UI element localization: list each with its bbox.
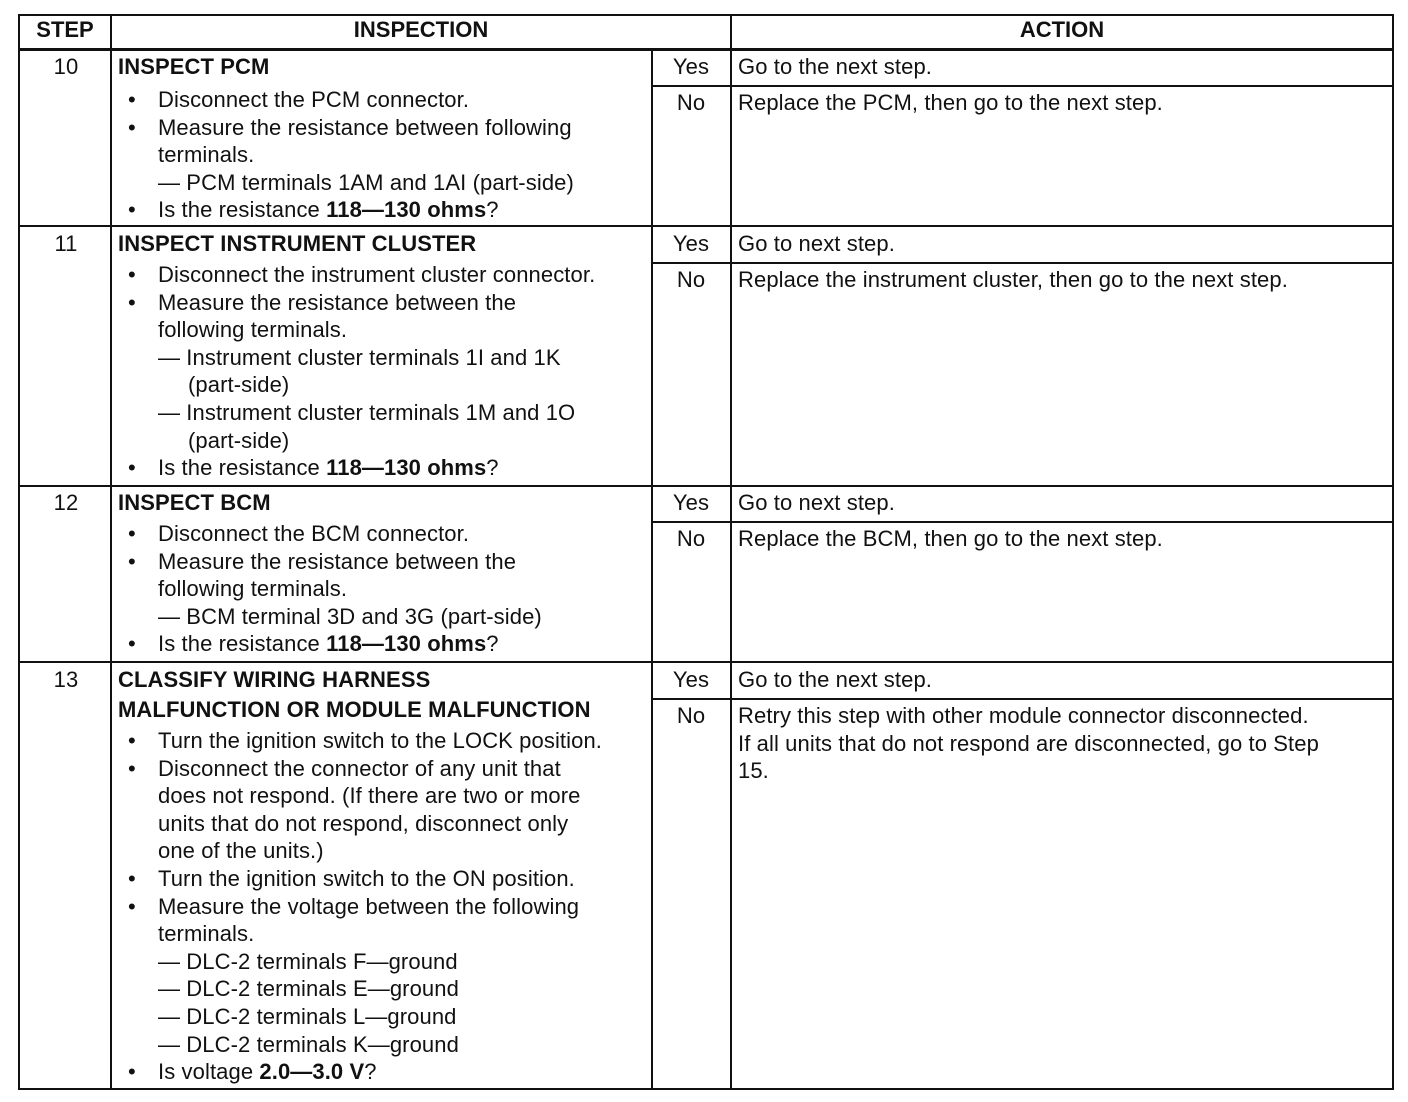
- header-step: STEP: [36, 17, 94, 42]
- yes-no-separator: [651, 85, 1394, 87]
- spec-value: 118—130 ohms: [326, 631, 487, 657]
- inspection-line: Disconnect the BCM connector.: [158, 521, 470, 546]
- bullet: •: [128, 114, 136, 140]
- question-text: Is the resistance: [158, 197, 327, 223]
- inspection-line: Measure the voltage between the following: [158, 893, 580, 919]
- spec-value: 118—130 ohms: [326, 197, 487, 223]
- question-mark: ?: [364, 1059, 377, 1085]
- inspection-subline: — DLC-2 terminals K—ground: [158, 1031, 459, 1057]
- question-mark: ?: [486, 197, 499, 223]
- step-number: 12: [53, 490, 79, 515]
- bullet: •: [128, 631, 136, 657]
- inspection-line: following terminals.: [158, 576, 348, 602]
- inspection-line: terminals.: [158, 142, 255, 168]
- step-number: 13: [53, 667, 79, 692]
- inspection-subline: — PCM terminals 1AM and 1AI (part-side): [158, 169, 574, 195]
- bullet: •: [128, 197, 136, 223]
- header-inspection: INSPECTION: [353, 17, 489, 42]
- answer-no: No: [676, 703, 706, 728]
- inspection-subline: (part-side): [188, 427, 290, 453]
- answer-yes: Yes: [672, 54, 710, 79]
- inspection-line: Turn the ignition switch to the LOCK position.: [158, 728, 603, 753]
- inspection-question: [158, 1058, 377, 1086]
- inspection-question: [158, 454, 499, 482]
- question-mark: ?: [486, 631, 499, 657]
- bullet: •: [128, 893, 136, 919]
- answer-yes: Yes: [672, 667, 710, 692]
- inspection-line: units that do not respond, disconnect only: [158, 810, 569, 836]
- action-yes: Go to next step.: [738, 490, 895, 515]
- yes-no-separator: [651, 698, 1394, 700]
- inspection-line: terminals.: [158, 921, 255, 947]
- bullet: •: [128, 1059, 136, 1085]
- action-no: Replace the BCM, then go to the next step.: [738, 526, 1163, 551]
- bullet: •: [128, 755, 136, 781]
- action-no: Replace the instrument cluster, then go to the next step.: [738, 267, 1288, 292]
- step-title-continued: MALFUNCTION OR MODULE MALFUNCTION: [118, 697, 591, 722]
- inspection-line: Measure the resistance between the: [158, 548, 517, 574]
- answer-no: No: [676, 526, 706, 551]
- inspection-line: Disconnect the connector of any unit that: [158, 755, 561, 781]
- answer-yes: Yes: [672, 231, 710, 256]
- question-text: Is the resistance: [158, 631, 327, 657]
- row-separator: [18, 661, 1394, 663]
- row-separator: [18, 485, 1394, 487]
- action-no-line: If all units that do not respond are disconnected, go to Step: [738, 730, 1319, 756]
- bullet: •: [128, 455, 136, 481]
- row-separator: [18, 225, 1394, 227]
- spec-value: 118—130 ohms: [326, 455, 487, 481]
- action-no-line: Retry this step with other module connector disconnected.: [738, 703, 1309, 728]
- inspection-subline: — DLC-2 terminals L—ground: [158, 1004, 457, 1029]
- border-top: [18, 14, 1394, 16]
- bullet: •: [128, 548, 136, 574]
- inspection-line: one of the units.): [158, 838, 324, 864]
- inspection-subline: — DLC-2 terminals F—ground: [158, 948, 458, 974]
- divider-answer: [730, 14, 732, 1090]
- inspection-subline: (part-side): [188, 372, 290, 398]
- answer-no: No: [676, 267, 706, 292]
- bullet: •: [128, 866, 136, 891]
- inspection-line: Disconnect the PCM connector.: [158, 87, 470, 112]
- answer-no: No: [676, 90, 706, 115]
- action-no: Replace the PCM, then go to the next step.: [738, 90, 1163, 115]
- yes-no-separator: [651, 521, 1394, 523]
- action-no-line: 15.: [738, 758, 769, 784]
- inspection-subline: — BCM terminal 3D and 3G (part-side): [158, 603, 542, 629]
- inspection-subline: — DLC-2 terminals E—ground: [158, 976, 459, 1002]
- bullet: •: [128, 728, 136, 753]
- inspection-line: Disconnect the instrument cluster connector.: [158, 262, 596, 287]
- question-text: Is voltage: [158, 1059, 260, 1085]
- bullet: •: [128, 521, 136, 546]
- inspection-subline: — Instrument cluster terminals 1I and 1K: [158, 344, 561, 370]
- answer-yes: Yes: [672, 490, 710, 515]
- step-title: CLASSIFY WIRING HARNESS: [118, 667, 431, 692]
- question-text: Is the resistance: [158, 455, 327, 481]
- question-mark: ?: [486, 455, 499, 481]
- inspection-line: Measure the resistance between the: [158, 289, 517, 315]
- step-number: 10: [53, 54, 79, 79]
- step-title: INSPECT INSTRUMENT CLUSTER: [118, 231, 477, 256]
- border-right: [1392, 14, 1394, 1090]
- action-yes: Go to next step.: [738, 231, 895, 256]
- inspection-line: Turn the ignition switch to the ON position.: [158, 866, 575, 891]
- action-yes: Go to the next step.: [738, 667, 933, 692]
- inspection-subline: — Instrument cluster terminals 1M and 1O: [158, 400, 576, 425]
- header-underline: [18, 48, 1394, 51]
- yes-no-separator: [651, 262, 1394, 264]
- bullet: •: [128, 262, 136, 287]
- bullet: •: [128, 289, 136, 315]
- step-number: 11: [54, 231, 78, 256]
- divider-inspection: [651, 48, 653, 1090]
- border-left: [18, 14, 20, 1090]
- inspection-question: [158, 630, 499, 658]
- action-yes: Go to the next step.: [738, 54, 933, 79]
- inspection-line: Measure the resistance between following: [158, 114, 572, 140]
- step-title: INSPECT PCM: [118, 54, 270, 79]
- diagnostic-table: [18, 14, 1394, 1091]
- inspection-question: [158, 196, 499, 224]
- header-action: ACTION: [1019, 17, 1105, 42]
- bullet: •: [128, 87, 136, 112]
- spec-value: 2.0—3.0 V: [259, 1059, 365, 1085]
- step-title: INSPECT BCM: [118, 490, 271, 515]
- inspection-line: following terminals.: [158, 317, 348, 343]
- divider-step: [110, 14, 112, 1090]
- border-bottom: [18, 1088, 1394, 1090]
- inspection-line: does not respond. (If there are two or more: [158, 783, 581, 809]
